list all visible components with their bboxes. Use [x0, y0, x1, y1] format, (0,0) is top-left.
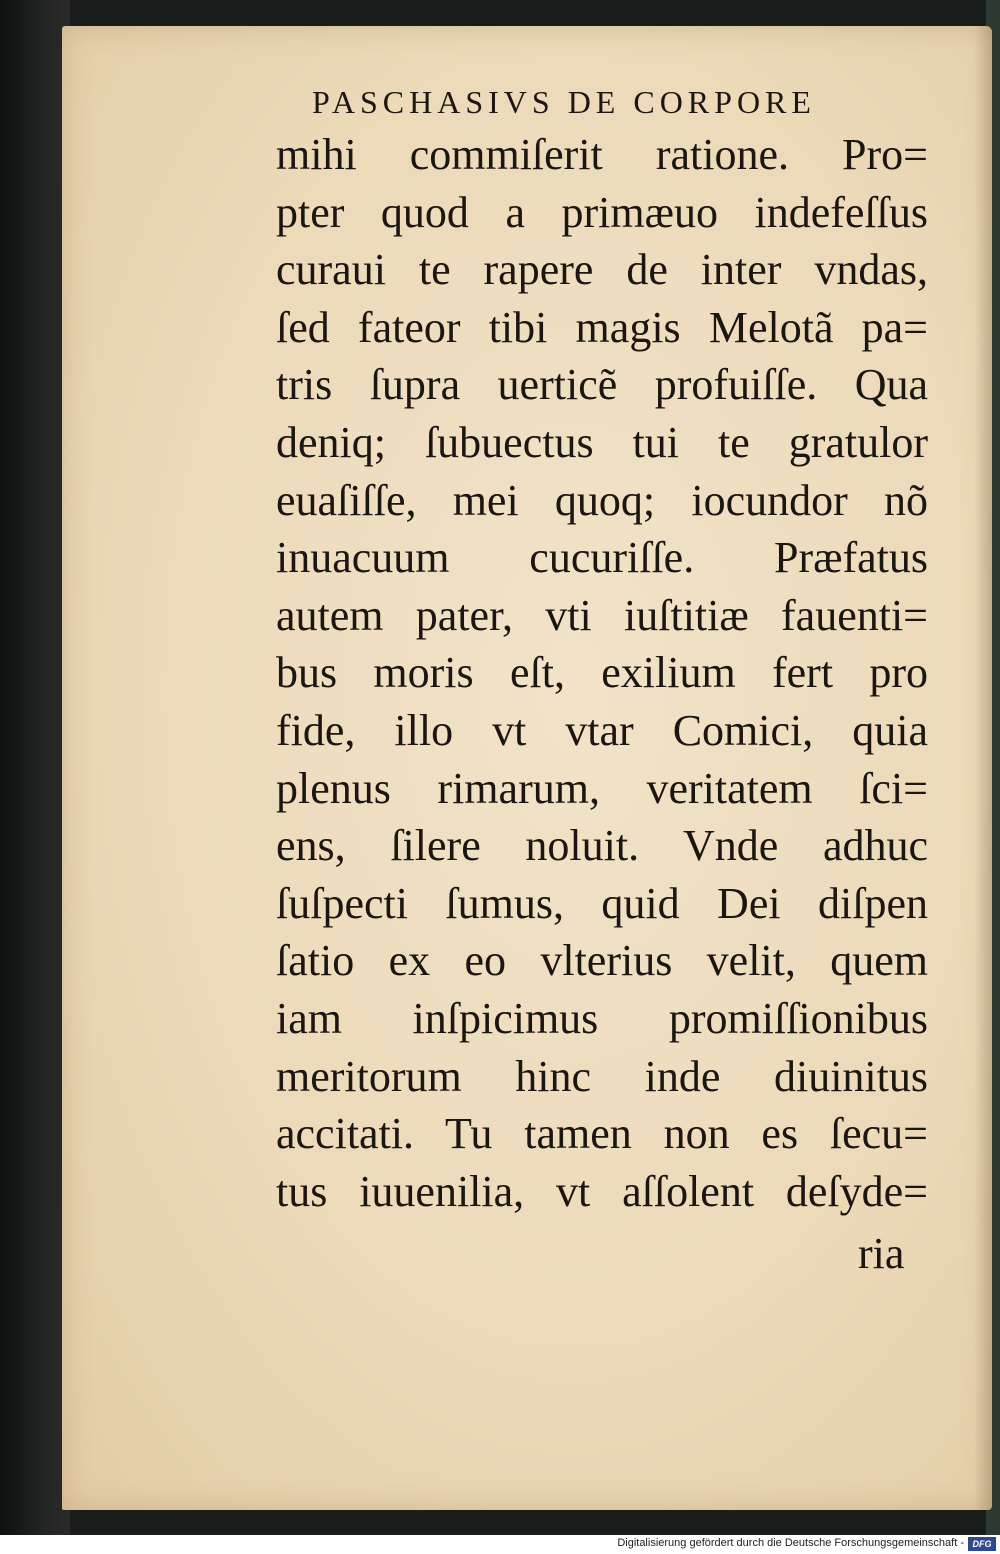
text-line: deniq; ſubuectus tui te gratulor	[276, 417, 928, 467]
running-head: PASCHASIVS DE CORPORE	[312, 84, 816, 120]
body-text	[276, 126, 928, 1220]
dfg-logo-icon: DFG	[968, 1537, 996, 1551]
text-line: pter quod a primæuo indefeſſus	[276, 187, 928, 237]
text-line: mihi commiſerit ratione. Pro=	[276, 130, 928, 179]
text-line: euaſiſſe, mei quoq; iocundor nõ	[276, 475, 928, 525]
text-line: meritorum hinc inde diuinitus	[276, 1051, 928, 1101]
text-line: ſatio ex eo vlterius velit, quem	[276, 936, 928, 986]
text-line: accitati. Tu tamen non es ſecu=	[276, 1109, 928, 1159]
text-line: plenus rimarum, veritatem ſci=	[276, 763, 928, 813]
book-cover-edge	[0, 0, 70, 1535]
text-line: ſuſpecti ſumus, quid Dei diſpen	[276, 878, 928, 928]
page-spine-shadow	[974, 26, 992, 1510]
text-line: ens, ſilere noluit. Vnde adhuc	[276, 821, 928, 871]
text-line: ſed fateor tibi magis Melotã pa=	[276, 302, 928, 352]
text-line: curaui te rapere de inter vndas,	[276, 245, 928, 295]
text-line: autem pater, vti iuſtitiæ fauenti=	[276, 590, 928, 640]
text-line: bus moris eſt, exilium fert pro	[276, 648, 928, 698]
text-line: iam inſpicimus promiſſionibus	[276, 993, 928, 1043]
text-line: tus iuuenilia, vt aſſolent deſyde=	[276, 1166, 928, 1216]
digitization-credit: Digitalisierung gefördert durch die Deutsche Forschungsgemeinschaft -	[617, 1537, 964, 1549]
catchword: ria	[858, 1229, 905, 1278]
text-line: inuacuum cucuriſſe. Præfatus	[276, 533, 928, 583]
text-line: tris ſupra uerticẽ profuiſſe. Qua	[276, 360, 928, 410]
text-line: fide, illo vt vtar Comici, quia	[276, 705, 928, 755]
